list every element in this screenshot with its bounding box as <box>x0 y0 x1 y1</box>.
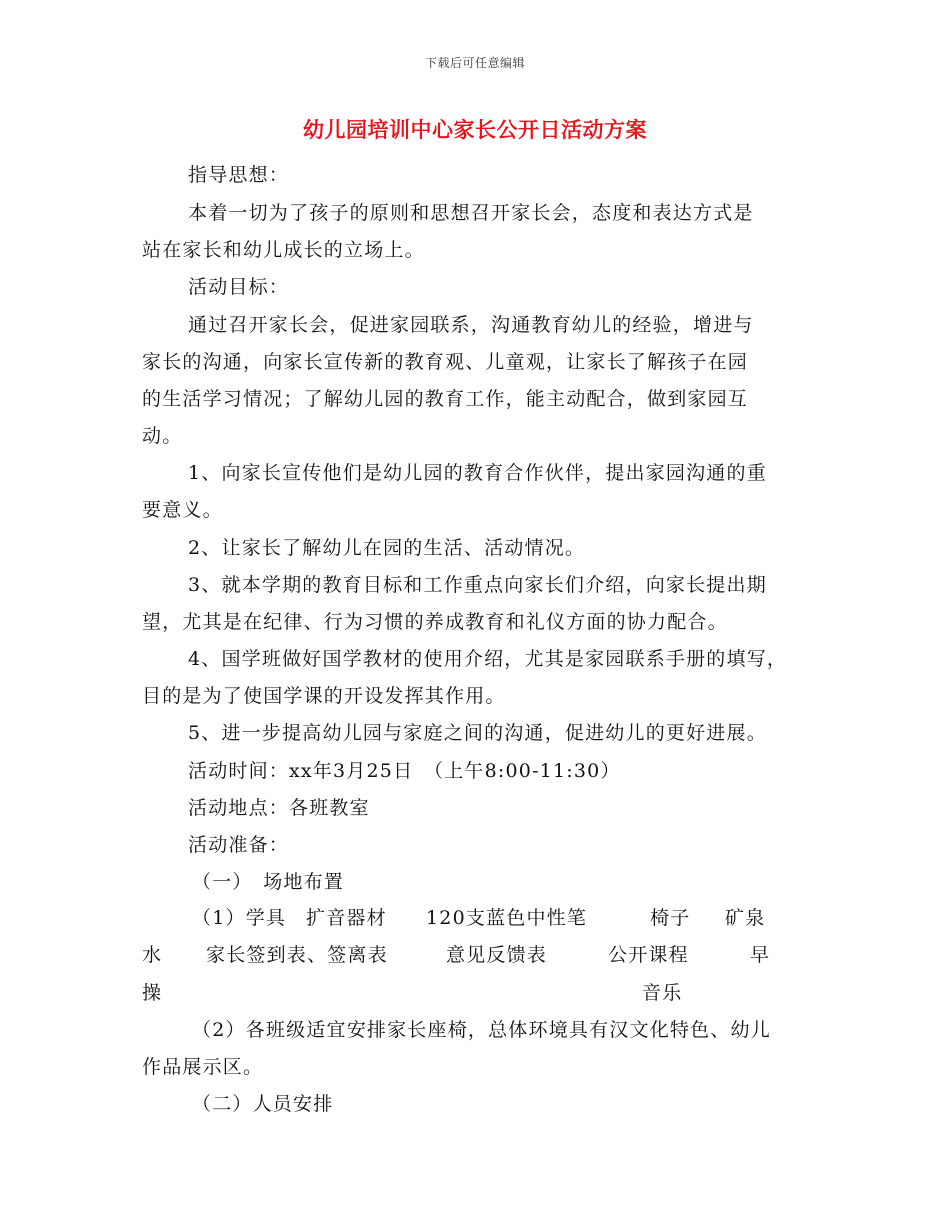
item-cell: 120支蓝色中性笔 <box>426 907 588 929</box>
item-cell: 椅子 <box>650 907 691 929</box>
item-cell: 意见反馈表 <box>446 944 548 966</box>
list-item-4-cont: 目的是为了使国学课的开设发挥其作用。 <box>142 685 506 707</box>
paragraph-line: 站在家长和幼儿成长的立场上。 <box>142 239 425 261</box>
item-cell: （1）学具 <box>192 907 287 929</box>
list-item-3-cont: 望，尤其是在纪律、行为习惯的养成教育和礼仪方面的协力配合。 <box>142 611 728 633</box>
item-cell: 操 <box>142 982 163 1004</box>
subsection-staffing: （二）人员安排 <box>192 1093 334 1115</box>
paragraph-line: 的生活学习情况；了解幼儿园的教育工作，能主动配合，做到家园互 <box>142 388 749 410</box>
list-item-1-cont: 要意义。 <box>142 499 223 521</box>
list-item-3: 3、就本学期的教育目标和工作重点向家长们介绍，向家长提出期 <box>188 574 767 596</box>
section-heading-preparation: 活动准备： <box>188 834 290 856</box>
paragraph-line: 家长的沟通，向家长宣传新的教育观、儿童观，让家长了解孩子在园 <box>142 351 749 373</box>
document-title: 幼儿园培训中心家长公开日活动方案 <box>303 117 647 142</box>
item-cell: 早 <box>750 944 771 966</box>
paragraph-line: 通过召开家长会，促进家园联系，沟通教育幼儿的经验，增进与 <box>188 314 754 336</box>
item-cell: 水 <box>142 944 163 966</box>
subsection-venue-setup: （一） 场地布置 <box>192 871 345 893</box>
activity-location: 活动地点：各班教室 <box>188 797 370 819</box>
paragraph-line: （2）各班级适宜安排家长座椅，总体环境具有汉文化特色、幼儿 <box>192 1019 771 1041</box>
list-item-5: 5、进一步提高幼儿园与家庭之间的沟通，促进幼儿的更好进展。 <box>188 722 767 744</box>
list-item-2: 2、让家长了解幼儿在园的生活、活动情况。 <box>188 537 586 559</box>
item-cell: 矿泉 <box>725 907 766 929</box>
page-header-note: 下载后可任意编辑 <box>424 56 525 70</box>
paragraph-line: 本着一切为了孩子的原则和思想召开家长会，态度和表达方式是 <box>188 202 754 224</box>
paragraph-line: 作品展示区。 <box>142 1056 264 1078</box>
section-heading-goals: 活动目标： <box>188 276 290 298</box>
section-heading-guiding-idea: 指导思想： <box>188 164 290 186</box>
activity-time: 活动时间：xx年3月25日 （上午8:00-11:30） <box>188 760 621 782</box>
item-cell: 公开课程 <box>608 944 689 966</box>
item-cell: 家长签到表、签离表 <box>206 944 388 966</box>
list-item-1: 1、向家长宣传他们是幼儿园的教育合作伙伴，提出家园沟通的重 <box>188 462 767 484</box>
item-cell: 音乐 <box>642 982 683 1004</box>
item-cell: 扩音器材 <box>306 907 387 929</box>
paragraph-line: 动。 <box>142 425 183 447</box>
list-item-4: 4、国学班做好国学教材的使用介绍，尤其是家园联系手册的填写， <box>188 648 788 670</box>
